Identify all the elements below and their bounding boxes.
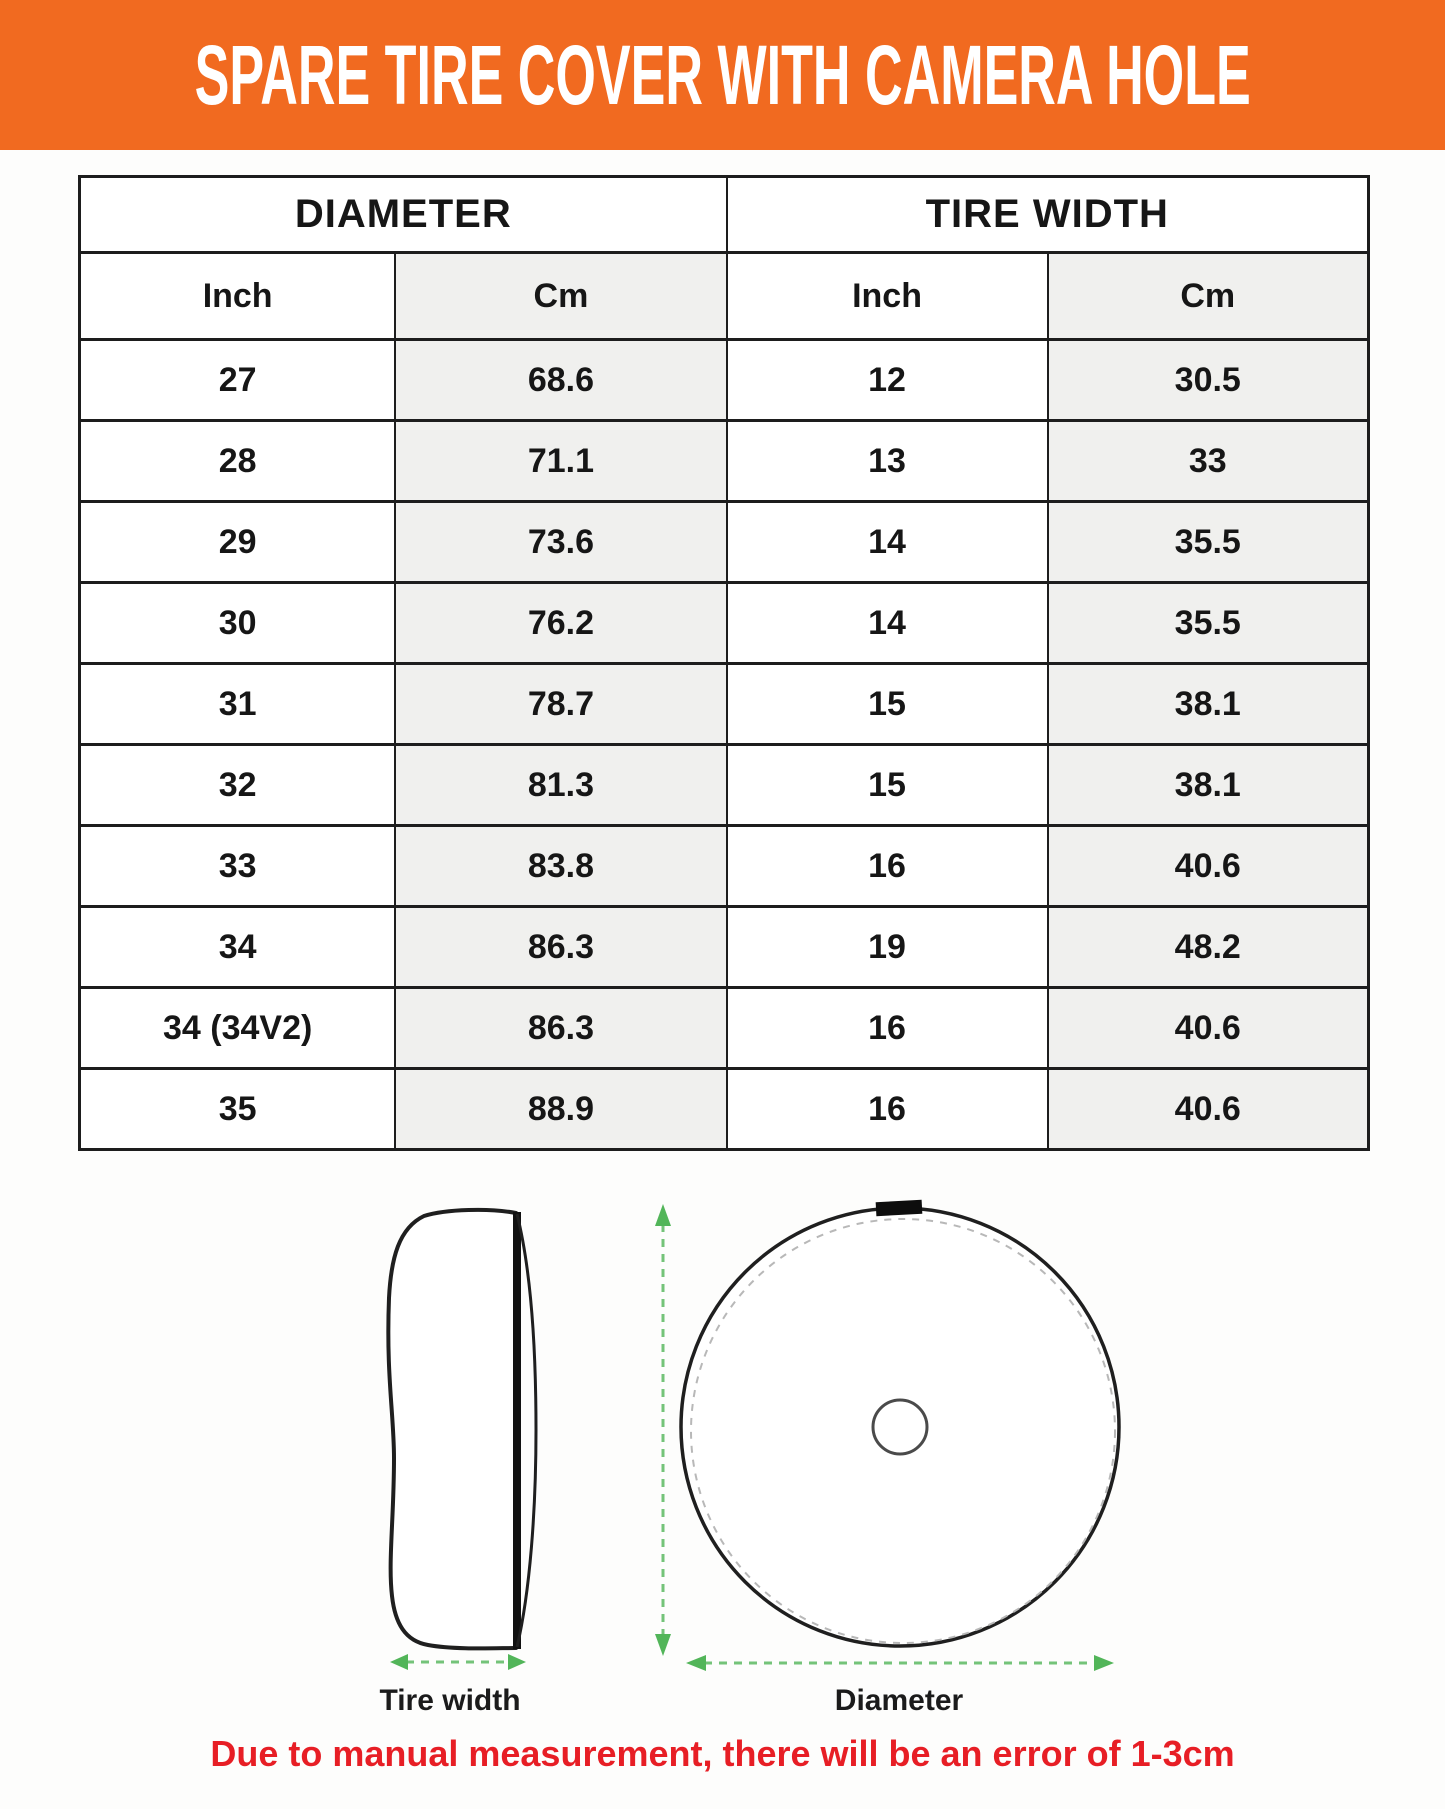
table-cell: 27 <box>80 340 396 421</box>
table-cell: 28 <box>80 421 396 502</box>
table-cell: 29 <box>80 502 396 583</box>
arrow-left-head <box>390 1654 408 1670</box>
table-row <box>80 502 1369 583</box>
title-banner <box>0 0 1445 150</box>
column-header-width-cm: Cm <box>1048 253 1369 340</box>
table-cell: 48.2 <box>1048 907 1369 988</box>
arrow-up-head <box>655 1204 671 1226</box>
column-group-diameter: DIAMETER <box>80 177 727 253</box>
table-cell: 15 <box>727 664 1048 745</box>
table-cell: 30.5 <box>1048 340 1369 421</box>
table-cell: 34 (34V2) <box>80 988 396 1069</box>
tire-front-view <box>681 1200 1119 1646</box>
tire-diagram <box>0 1150 1445 1720</box>
table-cell: 40.6 <box>1048 988 1369 1069</box>
table-cell: 14 <box>727 502 1048 583</box>
table-cell: 71.1 <box>395 421 726 502</box>
table-cell: 19 <box>727 907 1048 988</box>
table-cell: 31 <box>80 664 396 745</box>
diameter-vertical-arrow <box>655 1204 671 1656</box>
valve-notch <box>876 1200 923 1216</box>
table-row <box>80 1069 1369 1150</box>
table-row <box>80 340 1369 421</box>
table-cell: 35 <box>80 1069 396 1150</box>
table-group-header-row <box>80 177 1369 253</box>
column-group-tire-width: TIRE WIDTH <box>727 177 1369 253</box>
table-cell: 33 <box>80 826 396 907</box>
size-chart-table <box>78 175 1370 1151</box>
table-cell: 16 <box>727 988 1048 1069</box>
diameter-label: Diameter <box>834 1684 964 1717</box>
table-cell: 32 <box>80 745 396 826</box>
table-row <box>80 826 1369 907</box>
measurement-note: Due to manual measurement, there will be an error of 1-3cm <box>210 1733 1235 1774</box>
table-cell: 88.9 <box>395 1069 726 1150</box>
table-cell: 81.3 <box>395 745 726 826</box>
column-header-width-inch: Inch <box>727 253 1048 340</box>
table-cell: 16 <box>727 826 1048 907</box>
tire-side-outline <box>388 1210 516 1649</box>
table-row <box>80 421 1369 502</box>
table-row <box>80 745 1369 826</box>
table-cell: 33 <box>1048 421 1369 502</box>
table-cell: 86.3 <box>395 988 726 1069</box>
table-row <box>80 664 1369 745</box>
table-cell: 15 <box>727 745 1048 826</box>
table-cell: 40.6 <box>1048 1069 1369 1150</box>
table-cell: 76.2 <box>395 583 726 664</box>
table-row <box>80 907 1369 988</box>
table-cell: 38.1 <box>1048 664 1369 745</box>
table-cell: 78.7 <box>395 664 726 745</box>
arrow-right-head <box>508 1654 526 1670</box>
table-cell: 86.3 <box>395 907 726 988</box>
arrow-right-head <box>1094 1655 1114 1671</box>
table-cell: 38.1 <box>1048 745 1369 826</box>
column-header-diameter-inch: Inch <box>80 253 396 340</box>
table-cell: 30 <box>80 583 396 664</box>
arrow-down-head <box>655 1634 671 1656</box>
table-cell: 35.5 <box>1048 583 1369 664</box>
table-subheader-row <box>80 253 1369 340</box>
arrow-left-head <box>686 1655 706 1671</box>
table-cell: 14 <box>727 583 1048 664</box>
table-cell: 83.8 <box>395 826 726 907</box>
table-cell: 13 <box>727 421 1048 502</box>
table-cell: 12 <box>727 340 1048 421</box>
table-row <box>80 988 1369 1069</box>
table-cell: 40.6 <box>1048 826 1369 907</box>
diameter-horizontal-arrow <box>686 1655 1114 1671</box>
table-cell: 73.6 <box>395 502 726 583</box>
table-cell: 16 <box>727 1069 1048 1150</box>
tire-width-label: Tire width <box>379 1684 521 1717</box>
table-cell: 35.5 <box>1048 502 1369 583</box>
table-row <box>80 583 1369 664</box>
table-cell: 68.6 <box>395 340 726 421</box>
page-title-text: SPARE TIRE COVER WITH CAMERA HOLE <box>194 27 1251 122</box>
page-title <box>0 27 1445 124</box>
tire-side-view <box>388 1210 536 1649</box>
table-cell: 34 <box>80 907 396 988</box>
tire-width-arrow <box>390 1654 526 1670</box>
column-header-diameter-cm: Cm <box>395 253 726 340</box>
camera-hole-circle <box>873 1400 927 1454</box>
